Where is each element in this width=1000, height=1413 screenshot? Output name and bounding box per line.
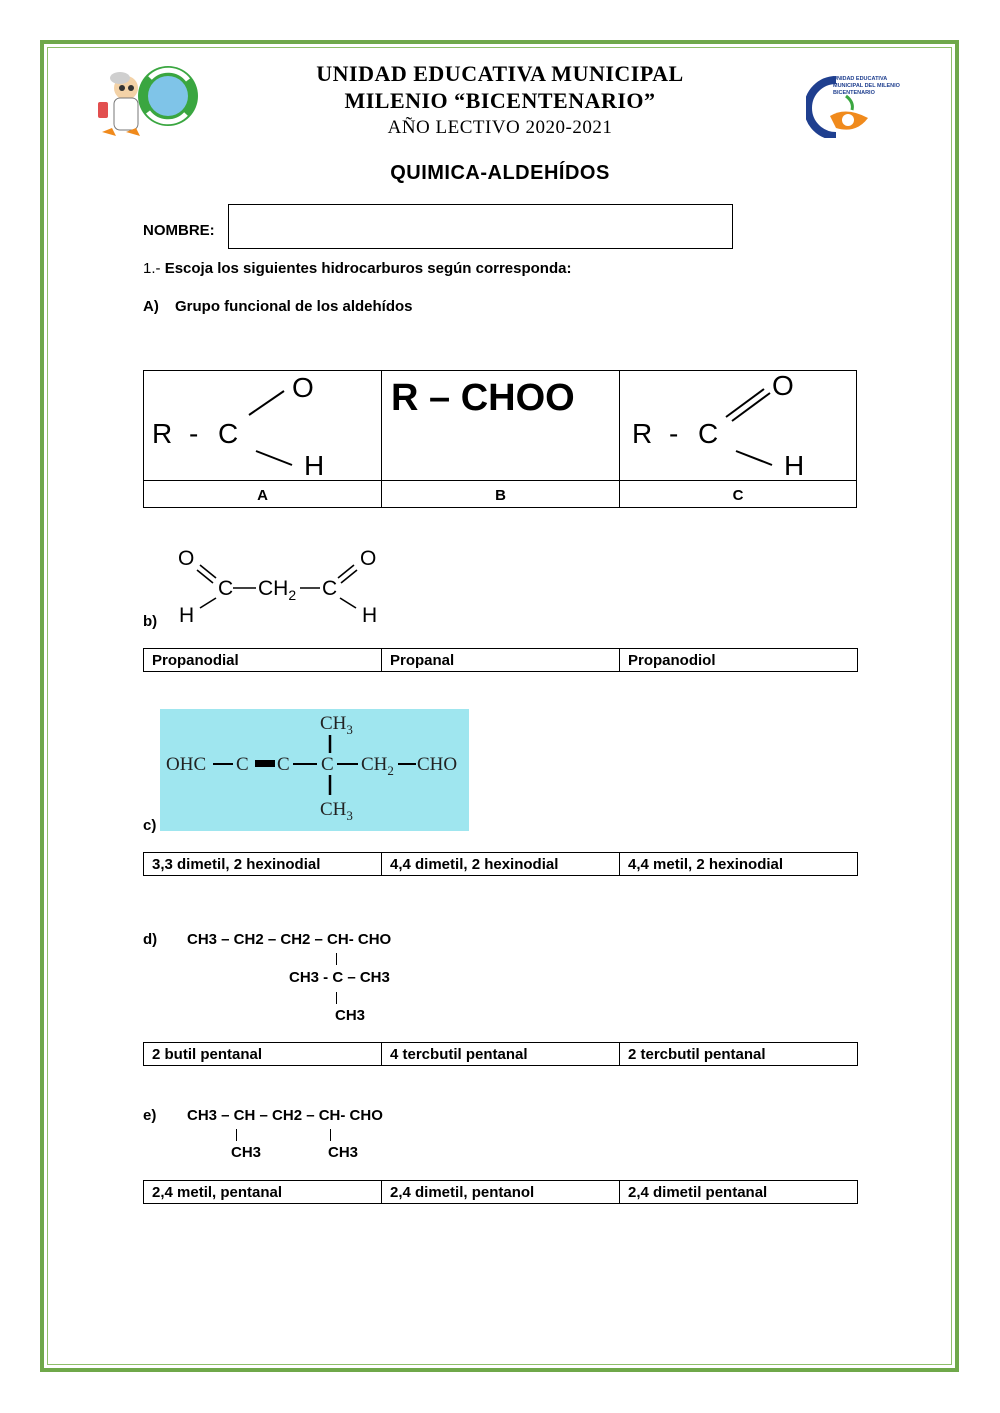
- section-d-option-3[interactable]: 2 tercbutil pentanal: [620, 1043, 858, 1066]
- question-1: [143, 260, 571, 277]
- name-input-box[interactable]: [228, 204, 733, 249]
- atom-r: R: [632, 418, 653, 449]
- section-c-option-1[interactable]: 3,3 dimetil, 2 hexinodial: [144, 853, 382, 876]
- atom-c: C: [218, 418, 239, 449]
- section-e-label: e): [143, 1107, 157, 1124]
- section-c-options: [143, 852, 858, 876]
- atom-h-left: H: [179, 604, 195, 627]
- atom-c-2: C: [277, 754, 290, 775]
- section-e-option-2[interactable]: 2,4 dimetil, pentanol: [382, 1181, 620, 1204]
- section-e-formula-line1: CH3 – CH – CH2 – CH- CHO: [187, 1107, 383, 1124]
- school-logo-text-2: MUNICIPAL DEL MILENIO: [833, 83, 900, 89]
- section-a-heading: [143, 298, 413, 315]
- school-name-line1: UNIDAD EDUCATIVA MUNICIPAL: [316, 61, 684, 86]
- atom-dash: -: [669, 418, 679, 449]
- atom-cho: CHO: [417, 754, 458, 775]
- atom-c-right: C: [322, 577, 338, 600]
- option-a-cell[interactable]: [144, 371, 382, 507]
- option-b-formula: R – CHOO: [391, 377, 575, 419]
- section-e-option-1[interactable]: 2,4 metil, pentanal: [144, 1181, 382, 1204]
- atom-h-right: H: [362, 604, 378, 627]
- section-e-options: [143, 1180, 858, 1204]
- name-label: NOMBRE:: [143, 222, 215, 239]
- bond-double-o-2: [732, 393, 770, 421]
- option-b-letter: B: [495, 487, 506, 504]
- section-e-substituent-right: CH3: [328, 1144, 359, 1161]
- functional-group-table: [143, 370, 857, 508]
- atom-c-3: C: [321, 754, 334, 775]
- section-d-option-1[interactable]: 2 butil pentanal: [144, 1043, 382, 1066]
- atom-h: H: [784, 450, 805, 481]
- section-a-label: A): [143, 298, 159, 315]
- section-d-options: [143, 1042, 858, 1066]
- option-c-cell[interactable]: [620, 371, 856, 507]
- atom-ohc: OHC: [166, 754, 207, 775]
- atom-c-1: C: [236, 754, 249, 775]
- atom-ch3-bottom: $CH_3$: [320, 799, 353, 823]
- option-a-letter: A: [257, 487, 268, 504]
- section-b-options: [143, 648, 858, 672]
- propanedial-structure: [170, 540, 390, 630]
- bond-vertical: [330, 1129, 331, 1141]
- section-b-option-2[interactable]: Propanal: [382, 649, 620, 672]
- atom-ch2: $CH_2$: [361, 754, 394, 778]
- section-d-label: d): [143, 931, 158, 948]
- section-e-option-3[interactable]: 2,4 dimetil pentanal: [620, 1181, 858, 1204]
- section-b-option-1[interactable]: Propanodial: [144, 649, 382, 672]
- bond-vertical: [336, 953, 337, 965]
- atom-c: C: [698, 418, 719, 449]
- hexinodial-structure-box: [160, 709, 469, 831]
- atom-o: O: [292, 372, 314, 403]
- atom-h: H: [304, 450, 325, 481]
- atom-r: R: [152, 418, 173, 449]
- bond-vertical: [236, 1129, 237, 1141]
- question-text: Escoja los siguientes hidrocarburos según corresponda:: [164, 260, 572, 277]
- atom-c-left: C: [218, 577, 234, 600]
- section-d-option-2[interactable]: 4 tercbutil pentanal: [382, 1043, 620, 1066]
- section-d-formula-line1: CH3 – CH2 – CH2 – CH- CHO: [187, 931, 392, 948]
- option-c-letter: C: [732, 487, 744, 504]
- section-c-label: c): [143, 817, 157, 834]
- bond-single-o: [249, 391, 284, 415]
- atom-ch2: $CH_2$: [258, 577, 297, 603]
- atom-o-left: O: [178, 547, 195, 570]
- school-year: AÑO LECTIVO 2020-2021: [387, 117, 613, 138]
- bond-h: [256, 451, 292, 465]
- atom-o-right: O: [360, 547, 377, 570]
- school-logo-text-3: BICENTENARIO: [833, 90, 875, 96]
- section-b-option-3[interactable]: Propanodiol: [620, 649, 858, 672]
- atom-ch3-top: $CH_3$: [320, 713, 353, 737]
- atom-o: O: [772, 371, 794, 401]
- section-d-formula-line2: CH3 - C – CH3: [289, 969, 390, 986]
- atom-dash: -: [189, 418, 199, 449]
- section-c-option-3[interactable]: 4,4 metil, 2 hexinodial: [620, 853, 858, 876]
- section-b-label: b): [143, 613, 158, 630]
- section-a-text: Grupo funcional de los aldehídos: [175, 298, 413, 315]
- school-logo-text-1: UNIDAD EDUCATIVA: [833, 76, 888, 82]
- section-c-option-2[interactable]: 4,4 dimetil, 2 hexinodial: [382, 853, 620, 876]
- bond-double-o-1: [726, 389, 764, 417]
- page-title: QUIMICA-ALDEHÍDOS: [390, 162, 610, 184]
- section-e-substituent-left: CH3: [231, 1144, 262, 1161]
- option-b-cell[interactable]: [382, 371, 620, 507]
- school-name-line2: MILENIO “BICENTENARIO”: [344, 88, 656, 113]
- bond-h: [736, 451, 772, 465]
- section-d-formula-line3: CH3: [335, 1007, 366, 1024]
- bond-vertical: [336, 992, 337, 1004]
- triple-bond: [255, 760, 275, 767]
- question-number: 1.-: [143, 260, 161, 277]
